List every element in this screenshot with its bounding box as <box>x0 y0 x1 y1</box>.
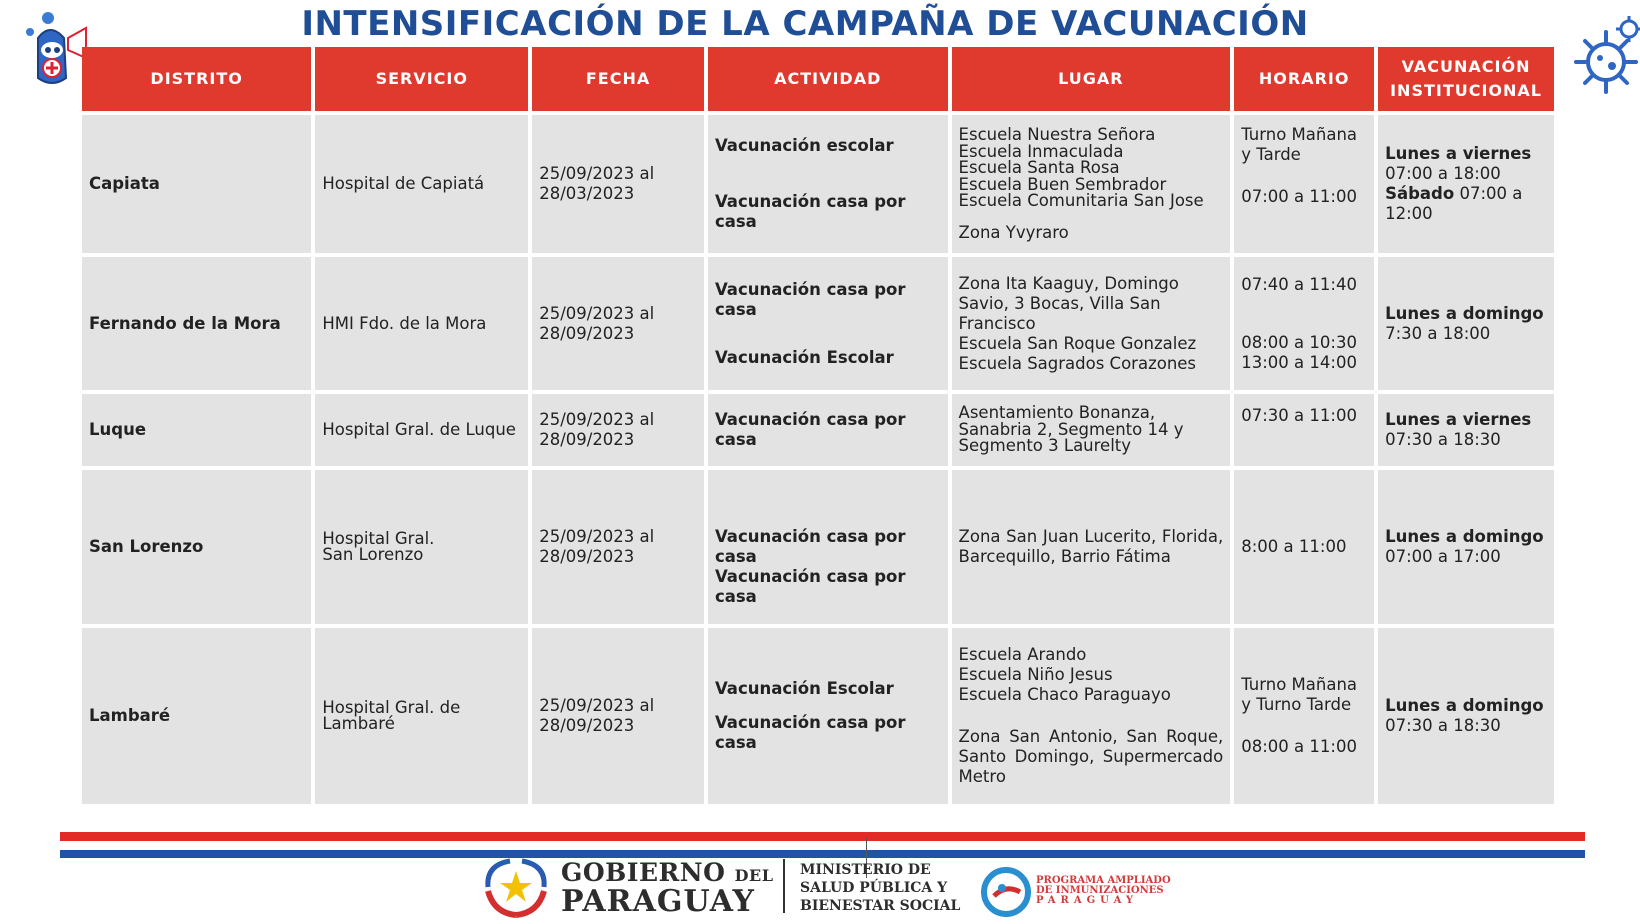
cell-distrito: San Lorenzo <box>82 470 311 624</box>
cell-servicio: Hospital Gral. San Lorenzo <box>315 470 528 624</box>
cell-institucional: Lunes a domingo 7:30 a 18:00 <box>1378 257 1554 390</box>
table-row <box>82 257 1554 390</box>
cell-lugar: Zona San Juan Lucerito, Florida, Barcequillo, Barrio Fátima <box>952 470 1231 624</box>
table-row <box>82 115 1554 253</box>
col-header-distrito: DISTRITO <box>82 47 311 111</box>
cell-servicio: Hospital de Capiatá <box>315 115 528 253</box>
cell-fecha: 25/09/2023 al 28/09/2023 <box>532 257 704 390</box>
cell-lugar: Zona Ita Kaaguy, Domingo Savio, 3 Bocas, Villa San Francisco Escuela San Roque Gonzalez Escuela Sagrados Corazones <box>952 257 1231 390</box>
col-header-lugar: LUGAR <box>952 47 1231 111</box>
cell-servicio: Hospital Gral. de Luque <box>315 394 528 466</box>
cell-servicio: HMI Fdo. de la Mora <box>315 257 528 390</box>
col-header-actividad: ACTIVIDAD <box>708 47 948 111</box>
flag-stripe-blue <box>60 850 1585 858</box>
page-title: INTENSIFICACIÓN DE LA CAMPAÑA DE VACUNACIÓN <box>301 4 1309 44</box>
col-header-horario: HORARIO <box>1234 47 1374 111</box>
cell-fecha: 25/09/2023 al 28/09/2023 <box>532 470 704 624</box>
cell-servicio: Hospital Gral. de Lambaré <box>315 628 528 804</box>
cell-horario: 8:00 a 11:00 <box>1234 470 1374 624</box>
gobierno-logo-text: GOBIERNO DEL <box>561 858 774 887</box>
cell-distrito: Capiata <box>82 115 311 253</box>
cell-fecha: 25/09/2023 al 28/03/2023 <box>532 115 704 253</box>
flag-stripe-red <box>60 832 1585 841</box>
cell-horario: 07:30 a 11:00 <box>1234 394 1374 466</box>
cell-actividad: Vacunación casa por casa Vacunación Escolar <box>708 257 948 390</box>
cell-institucional: Lunes a domingo 07:30 a 18:30 <box>1378 628 1554 804</box>
cell-lugar: Asentamiento Bonanza, Sanabria 2, Segmento 14 y Segmento 3 Laurelty <box>952 394 1231 466</box>
cell-institucional: Lunes a domingo 07:00 a 17:00 <box>1378 470 1554 624</box>
cell-distrito: Luque <box>82 394 311 466</box>
cell-actividad: Vacunación casa por casa Vacunación casa por casa <box>708 470 948 624</box>
table-row <box>82 394 1554 466</box>
pai-logo-icon <box>980 866 1032 918</box>
cell-actividad: Vacunación escolar Vacunación casa por casa <box>708 115 948 253</box>
cell-lugar: Escuela Nuestra Señora Escuela Inmaculada Escuela Santa Rosa Escuela Buen Sembrador Escuela Comunitaria San Jose Zona Yvyraro <box>952 115 1231 253</box>
cell-distrito: Fernando de la Mora <box>82 257 311 390</box>
cell-horario: 07:40 a 11:40 08:00 a 10:30 13:00 a 14:00 <box>1234 257 1374 390</box>
cell-distrito: Lambaré <box>82 628 311 804</box>
cell-institucional: Lunes a viernes 07:30 a 18:30 <box>1378 394 1554 466</box>
ministerio-logo-text: MINISTERIO DE SALUD PÚBLICA Y BIENESTAR SOCIAL <box>800 862 961 914</box>
cell-fecha: 25/09/2023 al 28/09/2023 <box>532 628 704 804</box>
table-header-row <box>82 47 1554 111</box>
small-virus-icon <box>1614 14 1640 44</box>
cell-institucional: Lunes a viernes 07:00 a 18:00 Sábado 07:00 a 12:00 <box>1378 115 1554 253</box>
cell-horario: Turno Mañana y Tarde 07:00 a 11:00 <box>1234 115 1374 253</box>
pai-logo-text: PROGRAMA AMPLIADO DE INMUNIZACIONES PARAGUAY <box>1036 875 1171 906</box>
cell-horario: Turno Mañana y Turno Tarde 08:00 a 11:00 <box>1234 628 1374 804</box>
col-header-servicio: SERVICIO <box>315 47 528 111</box>
schedule-table <box>78 43 1558 808</box>
cell-fecha: 25/09/2023 al 28/09/2023 <box>532 394 704 466</box>
col-header-vacunacion-institucional: VACUNACIÓN INSTITUCIONAL <box>1378 47 1554 111</box>
paraguay-logo-text: PARAGUAY <box>561 884 755 919</box>
table-row <box>82 470 1554 624</box>
table-row <box>82 628 1554 804</box>
col-header-fecha: FECHA <box>532 47 704 111</box>
paraguay-shield-icon <box>480 857 552 919</box>
cell-actividad: Vacunación Escolar Vacunación casa por casa <box>708 628 948 804</box>
logo-separator <box>783 859 785 913</box>
cell-actividad: Vacunación casa por casa <box>708 394 948 466</box>
cell-lugar: Escuela Arando Escuela Niño Jesus Escuela Chaco Paraguayo Zona San Antonio, San Roque, Santo Domingo, Supermercado Metro <box>952 628 1231 804</box>
